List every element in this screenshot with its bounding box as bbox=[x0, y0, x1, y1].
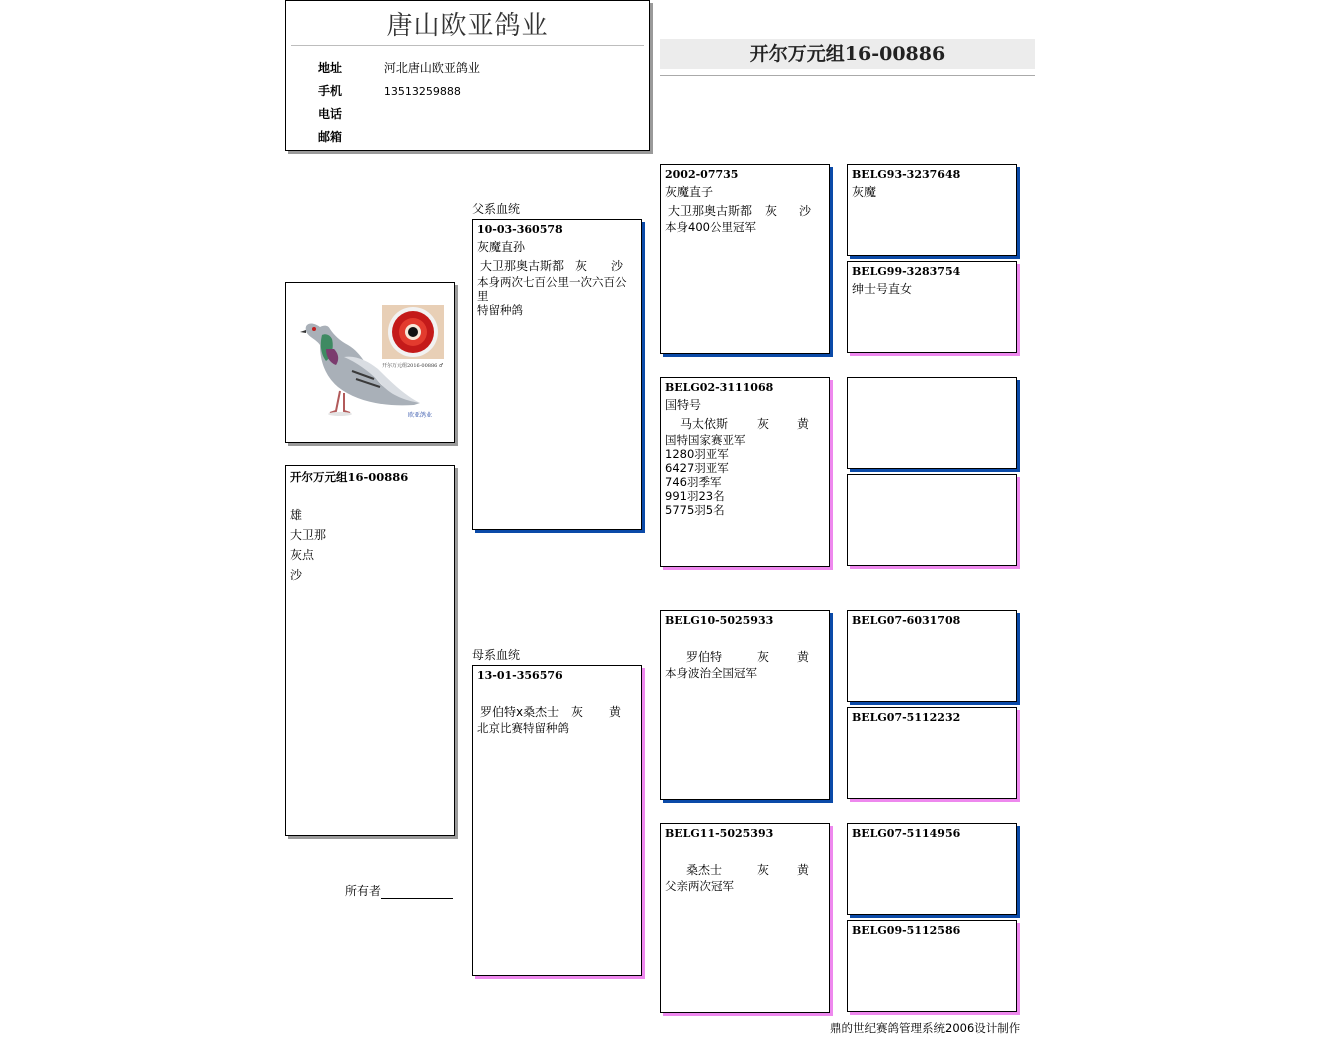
gp-color: 灰 bbox=[757, 863, 770, 877]
subject-eye: 沙 bbox=[290, 568, 303, 582]
pedigree-title: 开尔万元组16-00886 bbox=[660, 39, 1035, 69]
gp-strain-row bbox=[665, 202, 825, 220]
sire-note: 特留种鸽 bbox=[477, 303, 523, 317]
gp-color: 灰 bbox=[757, 650, 770, 664]
gp-name: 国特号 bbox=[665, 398, 702, 412]
subject-sex: 雄 bbox=[290, 508, 303, 522]
gp-name bbox=[665, 628, 825, 648]
gp-eye: 沙 bbox=[799, 204, 812, 218]
gp-note: 本身波治全国冠军 bbox=[665, 666, 757, 680]
gp-strain-row bbox=[665, 861, 825, 879]
gp-ring: BELG11-5025393 bbox=[665, 827, 774, 840]
gp-strain: 马太依斯 bbox=[680, 417, 729, 431]
sire-strain: 大卫那奥古斯都 bbox=[480, 259, 565, 273]
granddam-maternal-card bbox=[660, 823, 830, 1013]
great-grandparent-card bbox=[847, 610, 1017, 702]
gp-name: 灰魔直子 bbox=[665, 185, 714, 199]
gp-ring: 2002-07735 bbox=[665, 168, 739, 181]
farm-info-card bbox=[285, 0, 650, 151]
address-label: 地址 bbox=[318, 61, 343, 75]
gp-note: 1280羽亚军 bbox=[665, 447, 729, 461]
farm-name: 唐山欧亚鸽业 bbox=[386, 11, 549, 41]
dam-ring: 13-01-356576 bbox=[477, 669, 563, 682]
gp-strain: 大卫那奥古斯都 bbox=[668, 204, 753, 218]
pigeon-eye bbox=[312, 327, 316, 331]
ggp-name bbox=[852, 725, 1012, 745]
pigeon-photo bbox=[285, 282, 455, 443]
gp-ring: BELG10-5025933 bbox=[665, 614, 774, 627]
sire-card bbox=[472, 219, 642, 530]
info-row-address bbox=[318, 59, 480, 77]
gp-note: 国特国家赛亚军 bbox=[665, 433, 746, 447]
ggp-ring: BELG93-3237648 bbox=[852, 168, 961, 181]
pigeon-shadow bbox=[328, 412, 352, 416]
gp-strain-row bbox=[665, 415, 825, 433]
great-grandparent-card bbox=[847, 164, 1017, 256]
pigeon-legs bbox=[330, 391, 350, 413]
email-label: 邮箱 bbox=[318, 130, 343, 144]
granddam-paternal-card bbox=[660, 377, 830, 567]
sire-note: 本身两次七百公里一次六百公 bbox=[477, 275, 627, 289]
dam-color: 灰 bbox=[571, 705, 584, 719]
great-grandparent-card bbox=[847, 474, 1017, 566]
gp-color: 灰 bbox=[757, 417, 770, 431]
ggp-name bbox=[852, 938, 1012, 958]
subject-card bbox=[285, 465, 455, 836]
dam-name bbox=[477, 683, 637, 703]
ggp-name bbox=[852, 380, 1012, 400]
sire-section-label: 父系血统 bbox=[472, 202, 521, 216]
gp-strain: 桑杰士 bbox=[686, 863, 723, 877]
sire-strain-row bbox=[477, 257, 637, 275]
grandsire-paternal-card bbox=[660, 164, 830, 354]
gp-eye: 黄 bbox=[797, 417, 810, 431]
pigeon-beak bbox=[300, 330, 306, 333]
great-grandparent-card bbox=[847, 920, 1017, 1012]
footer-credit: 鼎的世纪赛鸽管理系统2006设计制作 bbox=[830, 1021, 1021, 1035]
owner-blank bbox=[381, 886, 453, 899]
gp-color: 灰 bbox=[765, 204, 778, 218]
pigeon-illustration bbox=[286, 283, 456, 444]
subject-strain: 大卫那 bbox=[290, 528, 327, 542]
dam-note: 北京比赛特留种鸽 bbox=[477, 721, 569, 735]
phone-label: 电话 bbox=[318, 107, 343, 121]
sire-color: 灰 bbox=[575, 259, 588, 273]
ggp-name bbox=[852, 628, 1012, 648]
ggp-ring: BELG07-5114956 bbox=[852, 827, 961, 840]
ggp-name bbox=[852, 841, 1012, 861]
ggp-name: 绅士号直女 bbox=[852, 282, 913, 296]
header-divider bbox=[291, 45, 644, 46]
sire-name: 灰魔直孙 bbox=[477, 240, 526, 254]
gp-note: 5775羽5名 bbox=[665, 503, 725, 517]
great-grandparent-card bbox=[847, 823, 1017, 915]
dam-card bbox=[472, 665, 642, 976]
gp-note: 991羽23名 bbox=[665, 489, 725, 503]
ggp-name bbox=[852, 477, 1012, 497]
owner-label: 所有者 bbox=[345, 884, 382, 898]
mobile-value: 13513259888 bbox=[383, 85, 461, 98]
address-value: 河北唐山欧亚鸽业 bbox=[383, 61, 480, 75]
ggp-ring: BELG07-5112232 bbox=[852, 711, 961, 724]
info-row-mobile bbox=[318, 82, 461, 100]
gp-note: 父亲两次冠军 bbox=[665, 879, 734, 893]
ggp-name: 灰魔 bbox=[852, 185, 877, 199]
ggp-ring: BELG09-5112586 bbox=[852, 924, 961, 937]
gp-note: 6427羽亚军 bbox=[665, 461, 729, 475]
dam-strain-row bbox=[477, 703, 637, 721]
ggp-ring: BELG07-6031708 bbox=[852, 614, 961, 627]
dam-section-label: 母系血统 bbox=[472, 648, 521, 662]
subject-ring: 开尔万元组16-00886 bbox=[290, 470, 409, 484]
eye-caption: 开尔万元组2016-00886 ♂ bbox=[382, 363, 444, 369]
owner-field bbox=[345, 882, 453, 899]
dam-strain: 罗伯特x桑杰士 bbox=[480, 705, 560, 719]
photo-logo: 欧亚鸽业 bbox=[408, 412, 433, 419]
ggp-ring: BELG99-3283754 bbox=[852, 265, 961, 278]
great-grandparent-card bbox=[847, 707, 1017, 799]
sire-ring: 10-03-360578 bbox=[477, 223, 563, 236]
sire-note: 里 bbox=[477, 289, 489, 303]
mobile-label: 手机 bbox=[318, 84, 343, 98]
gp-strain-row bbox=[665, 648, 825, 666]
info-row-email bbox=[318, 128, 380, 146]
title-divider bbox=[660, 75, 1035, 76]
dam-eye: 黄 bbox=[609, 705, 622, 719]
info-row-phone bbox=[318, 105, 380, 123]
gp-eye: 黄 bbox=[797, 650, 810, 664]
gp-strain: 罗伯特 bbox=[686, 650, 723, 664]
gp-name bbox=[665, 841, 825, 861]
grandsire-maternal-card bbox=[660, 610, 830, 800]
sire-eye: 沙 bbox=[611, 259, 624, 273]
gp-ring: BELG02-3111068 bbox=[665, 381, 774, 394]
gp-eye: 黄 bbox=[797, 863, 810, 877]
great-grandparent-card bbox=[847, 377, 1017, 469]
great-grandparent-card bbox=[847, 261, 1017, 353]
subject-color: 灰点 bbox=[290, 548, 315, 562]
eye-pupil bbox=[408, 327, 418, 337]
gp-note: 746羽季军 bbox=[665, 475, 722, 489]
gp-note: 本身400公里冠军 bbox=[665, 220, 756, 234]
